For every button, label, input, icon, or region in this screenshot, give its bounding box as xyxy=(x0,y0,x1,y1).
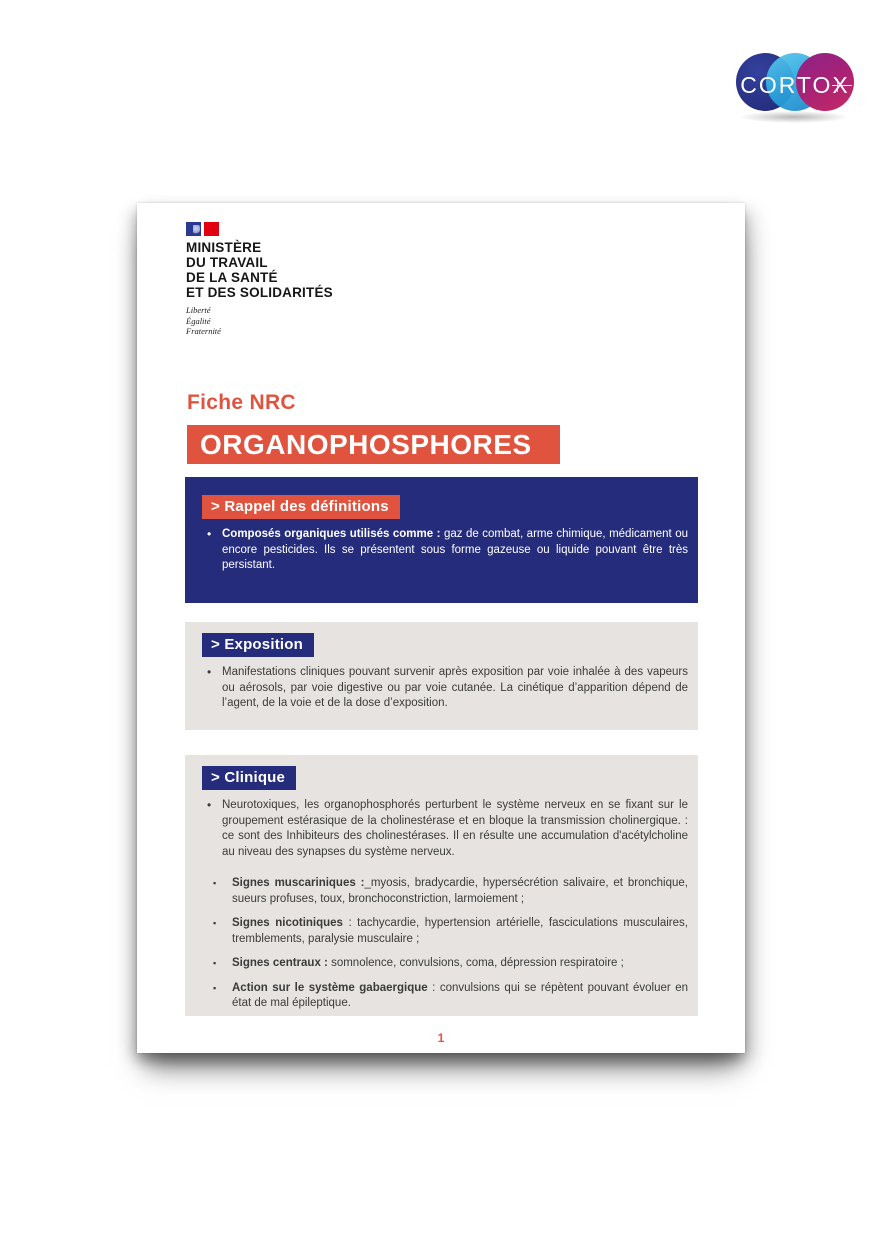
motto-fraternite: Fraternité xyxy=(186,326,221,336)
definitions-bullet-lead: Composés organiques utilisés comme : xyxy=(222,528,441,540)
section-exposition xyxy=(185,622,698,730)
sub-bullet-gabaergique-lead: Action sur le système gabaergique xyxy=(232,981,428,994)
exposition-bullet-text: Manifestations cliniques pouvant survenir après exposition par voie inhalée à des vapeurs ou aérosols, par voie digestive ou par voie cutanée. La cinétique d’apparition dépend de l’agent, de la voie et de la dose d’exposition. xyxy=(222,666,688,709)
sub-bullet-centraux-lead: Signes centraux : xyxy=(232,957,328,969)
ministry-line-1: MINISTÈRE xyxy=(186,240,262,255)
document-page xyxy=(137,203,745,1053)
document-title: ORGANOPHOSPHORES xyxy=(200,428,532,460)
sub-bullet-nicotiniques-lead: Signes nicotiniques xyxy=(232,917,343,929)
clinique-sub-bullet-list xyxy=(185,876,698,1012)
sub-bullet-gabaergique xyxy=(232,981,688,1012)
document-kicker: Fiche NRC xyxy=(187,391,296,414)
cortox-logo xyxy=(736,51,854,123)
exposition-bullet xyxy=(222,665,688,712)
exposition-bullet-list xyxy=(185,665,698,712)
section-clinique xyxy=(185,755,698,1016)
page-number: 1 xyxy=(437,1031,445,1045)
sub-bullet-nicotiniques-text: : tachycardie, hypertension artérielle, fasciculations musculaires, tremblements, paralysie musculaire ; xyxy=(232,917,688,945)
flag-red xyxy=(204,222,219,236)
section-rappel-des-definitions xyxy=(185,477,698,603)
definitions-bullet xyxy=(222,527,688,574)
motto-liberte: Liberté xyxy=(186,305,211,315)
sub-bullet-muscariniques-text: _myosis, bradycardie, hypersécrétion salivaire, et bronchique, sueurs profuses, toux, bronchoconstriction, larmoiement ; xyxy=(232,877,688,905)
definitions-bullet-text: gaz de combat, arme chimique, médicament ou encore pesticides. Ils se présentent sous forme gazeuse ou liquide pouvant être très persistant. xyxy=(222,528,688,571)
logo-wordmark: CORTOX xyxy=(740,72,850,98)
clinique-bullet xyxy=(222,798,688,860)
flag-blue xyxy=(186,222,201,236)
ministry-block xyxy=(186,222,333,337)
sub-bullet-muscariniques-lead: Signes muscariniques : xyxy=(232,877,365,889)
ministry-line-2: DU TRAVAIL xyxy=(186,255,268,270)
section-label-definitions: > Rappel des définitions xyxy=(202,495,400,519)
motto-egalite: Égalité xyxy=(186,315,211,326)
sub-bullet-nicotiniques xyxy=(232,916,688,947)
sub-bullet-centraux xyxy=(232,956,688,972)
document-title-banner xyxy=(187,425,560,464)
sub-bullet-centraux-text: somnolence, convulsions, coma, dépression respiratoire ; xyxy=(327,957,624,969)
section-label-exposition: > Exposition xyxy=(202,633,314,657)
ministry-line-4: ET DES SOLIDARITÉS xyxy=(186,285,333,300)
definitions-bullet-list xyxy=(185,527,698,574)
section-label-clinique: > Clinique xyxy=(202,766,296,790)
sub-bullet-gabaergique-text: : convulsions qui se répètent pouvant évoluer en état de mal épileptique. xyxy=(232,981,689,1009)
logo-shadow xyxy=(740,111,848,123)
sub-bullet-muscariniques xyxy=(232,876,688,907)
clinique-bullet-list xyxy=(185,798,698,860)
ministry-motto xyxy=(186,305,333,337)
clinique-bullet-text: Neurotoxiques, les organophosphorés perturbent le système nerveux en se fixant sur le groupement estérasique de la cholinestérase et en bloque la transmission cholinergique. : ce sont des Inhibiteurs des cholinestérases. Il en résulte une accumulation d'acétylcholine au niveau des synapses du système nerveux. xyxy=(222,799,688,858)
french-flag-icon xyxy=(186,222,219,236)
ministry-line-3: DE LA SANTÉ xyxy=(186,270,278,285)
